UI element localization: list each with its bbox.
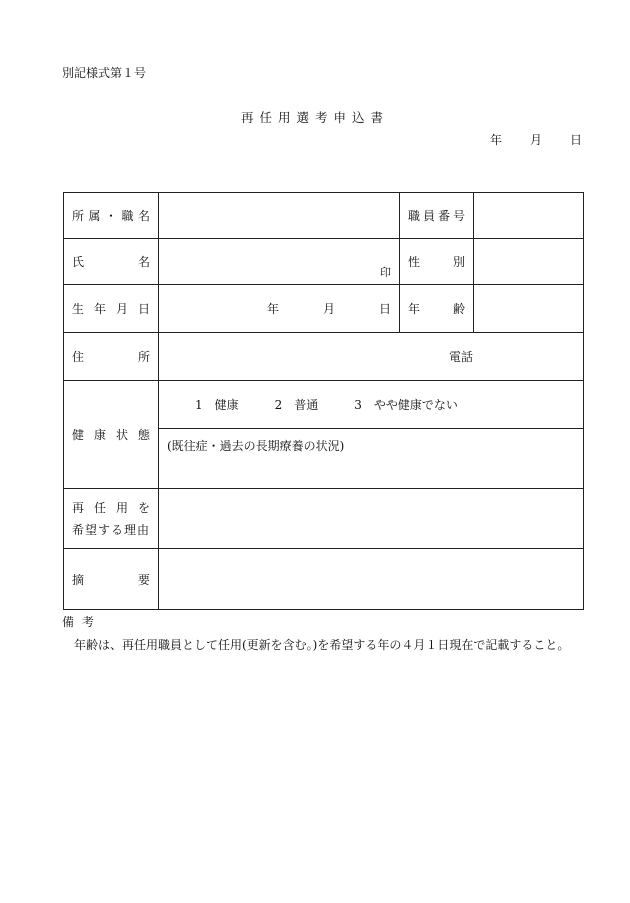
health-option-poor[interactable]: 3 やや健康でない [354, 398, 458, 412]
staff-number-field[interactable] [474, 193, 584, 239]
staff-number-label: 職 員 番 号 [400, 193, 474, 239]
health-label: 健 康 状 態 [64, 381, 159, 489]
phone-label: 電話 [448, 350, 473, 364]
name-label: 氏 名 [64, 239, 159, 285]
age-field[interactable] [474, 285, 584, 333]
birth-day-unit: 日 [378, 302, 391, 316]
health-option-normal[interactable]: 2 普通 [274, 398, 319, 412]
age-label: 年 齢 [400, 285, 474, 333]
date-year: 年 [489, 133, 502, 147]
health-history-field[interactable] [159, 429, 584, 489]
summary-label: 摘 要 [64, 549, 159, 610]
birth-year-unit: 年 [266, 302, 279, 316]
health-options [159, 381, 584, 429]
seal-mark: 印 [380, 266, 391, 279]
address-field[interactable] [159, 333, 584, 381]
name-field[interactable] [159, 239, 400, 285]
reason-label: 再 任 用 を 希望する理由 [64, 489, 159, 549]
address-label: 住 所 [64, 333, 159, 381]
gender-field[interactable] [474, 239, 584, 285]
application-table [63, 192, 584, 610]
health-history-label: (既往症・過去の長期療養の状況) [167, 439, 345, 453]
remarks-text: 年齢は、再任用職員として任用(更新を含む。)を希望する年の４月１日現在で記載すること。 [74, 638, 570, 652]
date-day: 日 [569, 133, 582, 147]
birth-month-unit: 月 [322, 302, 335, 316]
remarks-title: 備考 [62, 615, 103, 629]
affiliation-label: 所 属 ・ 職 名 [64, 193, 159, 239]
affiliation-field[interactable] [159, 193, 400, 239]
health-option-good[interactable]: 1 健康 [195, 398, 239, 412]
birthdate-field[interactable] [159, 285, 400, 333]
birthdate-label: 生 年 月 日 [64, 285, 159, 333]
date-month: 月 [529, 133, 542, 147]
form-number: 別記様式第１号 [62, 66, 147, 80]
gender-label: 性 別 [400, 239, 474, 285]
summary-field[interactable] [159, 549, 584, 610]
date-line [462, 131, 582, 148]
reason-field[interactable] [159, 489, 584, 549]
document-title: 再任用選考申込書 [240, 110, 389, 125]
